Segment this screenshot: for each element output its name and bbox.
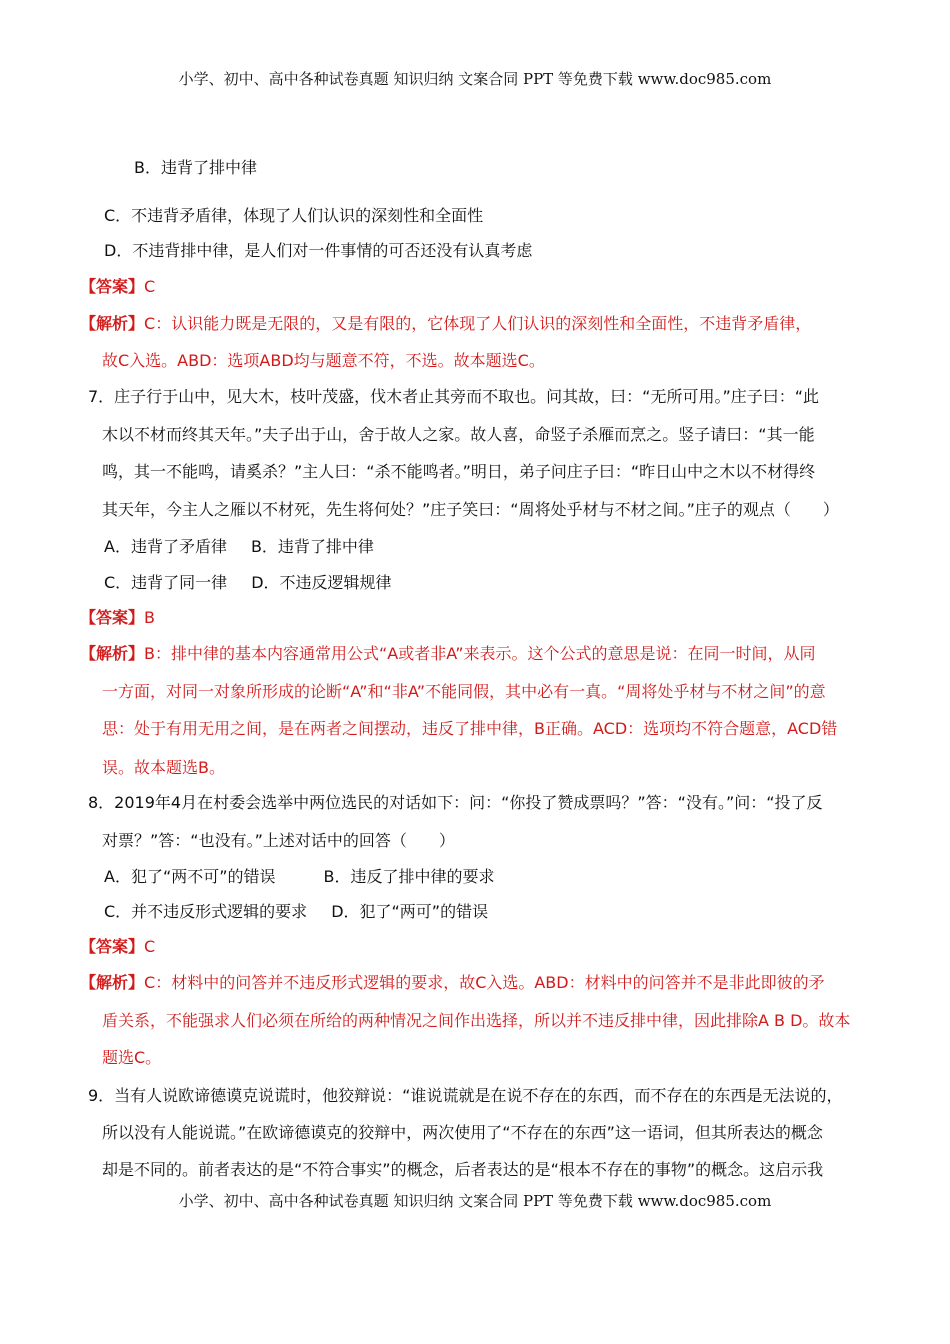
q6-option-b: B．违背了排中律 bbox=[134, 158, 257, 177]
q6-analysis-line-2: 故C入选。ABD：选项ABD均与题意不符，不选。故本题选C。 bbox=[102, 351, 545, 370]
q6-option-d: D．不违背排中律，是人们对一件事情的可否还没有认真考虑 bbox=[104, 241, 533, 260]
analysis-text: B：排中律的基本内容通常用公式“A或者非A”来表示。这个公式的意思是说：在同一时间，从同 bbox=[144, 644, 816, 663]
analysis-tag: 【解析】 bbox=[80, 973, 145, 992]
answer-value: C bbox=[144, 937, 156, 956]
q6-option-c: C．不违背矛盾律，体现了人们认识的深刻性和全面性 bbox=[104, 206, 484, 225]
q7-option-b: B．违背了排中律 bbox=[250, 537, 374, 556]
q8-analysis-line-3: 题选C。 bbox=[102, 1048, 162, 1067]
analysis-tag: 【解析】 bbox=[80, 314, 145, 333]
answer-tag: 【答案】 bbox=[80, 937, 145, 956]
q7-analysis-line-3: 思：处于有用无用之间，是在两者之间摆动，违反了排中律，B正确。ACD：选项均不符合题意，ACD错 bbox=[102, 719, 838, 738]
analysis-text: C：材料中的问答并不违反形式逻辑的要求，故C入选。ABD：材料中的问答并不是非此即彼的矛 bbox=[144, 973, 825, 992]
q8-stem-line-2: 对票？”答：“也没有。”上述对话中的回答（ ） bbox=[102, 831, 455, 850]
q8-option-b: B．违反了排中律的要求 bbox=[323, 867, 495, 886]
q8-analysis-line-1 bbox=[80, 972, 825, 994]
q7-option-d: D．不违反逻辑规律 bbox=[251, 573, 392, 592]
page-header: 小学、初中、高中各种试卷真题 知识归纳 文案合同 PPT 等免费下载 www.doc985.com bbox=[178, 70, 772, 88]
q7-options-cd bbox=[104, 572, 392, 594]
q8-option-c: C．并不违反形式逻辑的要求 bbox=[104, 902, 308, 921]
q7-option-a: A．违背了矛盾律 bbox=[104, 537, 227, 556]
q8-answer bbox=[80, 936, 155, 958]
analysis-tag: 【解析】 bbox=[80, 644, 145, 663]
q8-option-d: D．犯了“两可”的错误 bbox=[331, 902, 489, 921]
q9-stem-line-2: 所以没有人能说谎。”在欧谛德谟克的狡辩中，两次使用了“不存在的东西”这一语词，但其所表达的概念 bbox=[102, 1123, 823, 1142]
q6-answer bbox=[80, 276, 155, 298]
q7-analysis-line-1 bbox=[80, 643, 816, 665]
q7-analysis-line-2: 一方面，对同一对象所形成的论断“A”和“非A”不能同假，其中必有一真。“周将处乎材与不材之间”的意 bbox=[102, 682, 826, 701]
q8-option-a: A．犯了“两不可”的错误 bbox=[104, 867, 276, 886]
q7-stem-line-4: 其天年，今主人之雁以不材死，先生将何处？”庄子笑曰：“周将处乎材与不材之间。”庄子的观点（ ） bbox=[102, 500, 839, 519]
q7-option-c: C．违背了同一律 bbox=[104, 573, 228, 592]
q7-analysis-line-4: 误。故本题选B。 bbox=[102, 758, 225, 777]
answer-tag: 【答案】 bbox=[80, 277, 145, 296]
q7-stem-line-1: 7．庄子行于山中，见大木，枝叶茂盛，伐木者止其旁而不取也。问其故，曰：“无所可用。”庄子曰：“此 bbox=[88, 387, 820, 406]
analysis-text: C：认识能力既是无限的，又是有限的，它体现了人们认识的深刻性和全面性，不违背矛盾律， bbox=[144, 314, 812, 333]
q7-stem-line-2: 木以不材而终其天年。”夫子出于山，舍于故人之家。故人喜，命竖子杀雁而烹之。竖子请曰：“其一能 bbox=[102, 425, 815, 444]
q8-stem-line-1: 8．2019年4月在村委会选举中两位选民的对话如下：问：“你投了赞成票吗？”答：“没有。”问：“投了反 bbox=[88, 793, 823, 812]
q7-stem-line-3: 鸣，其一不能鸣，请奚杀？”主人曰：“杀不能鸣者。”明日，弟子问庄子曰：“昨日山中之木以不材得终 bbox=[102, 462, 816, 481]
q9-stem-line-3: 却是不同的。前者表达的是“不符合事实”的概念，后者表达的是“根本不存在的事物”的概念。这启示我 bbox=[102, 1160, 824, 1179]
q8-options-cd bbox=[104, 901, 488, 923]
answer-tag: 【答案】 bbox=[80, 608, 145, 627]
q8-options-ab bbox=[104, 866, 495, 888]
answer-value: C bbox=[144, 277, 156, 296]
q7-answer bbox=[80, 607, 155, 629]
page-footer: 小学、初中、高中各种试卷真题 知识归纳 文案合同 PPT 等免费下载 www.doc985.com bbox=[178, 1192, 772, 1210]
q9-stem-line-1: 9．当有人说欧谛德谟克说谎时，他狡辩说：“谁说谎就是在说不存在的东西，而不存在的东西是无法说的， bbox=[88, 1086, 843, 1105]
answer-value: B bbox=[144, 608, 155, 627]
q8-analysis-line-2: 盾关系，不能强求人们必须在所给的两种情况之间作出选择，所以并不违反排中律，因此排除A B D。故本 bbox=[102, 1011, 851, 1030]
q6-analysis-line-1 bbox=[80, 313, 811, 335]
q7-options-ab bbox=[104, 536, 374, 558]
